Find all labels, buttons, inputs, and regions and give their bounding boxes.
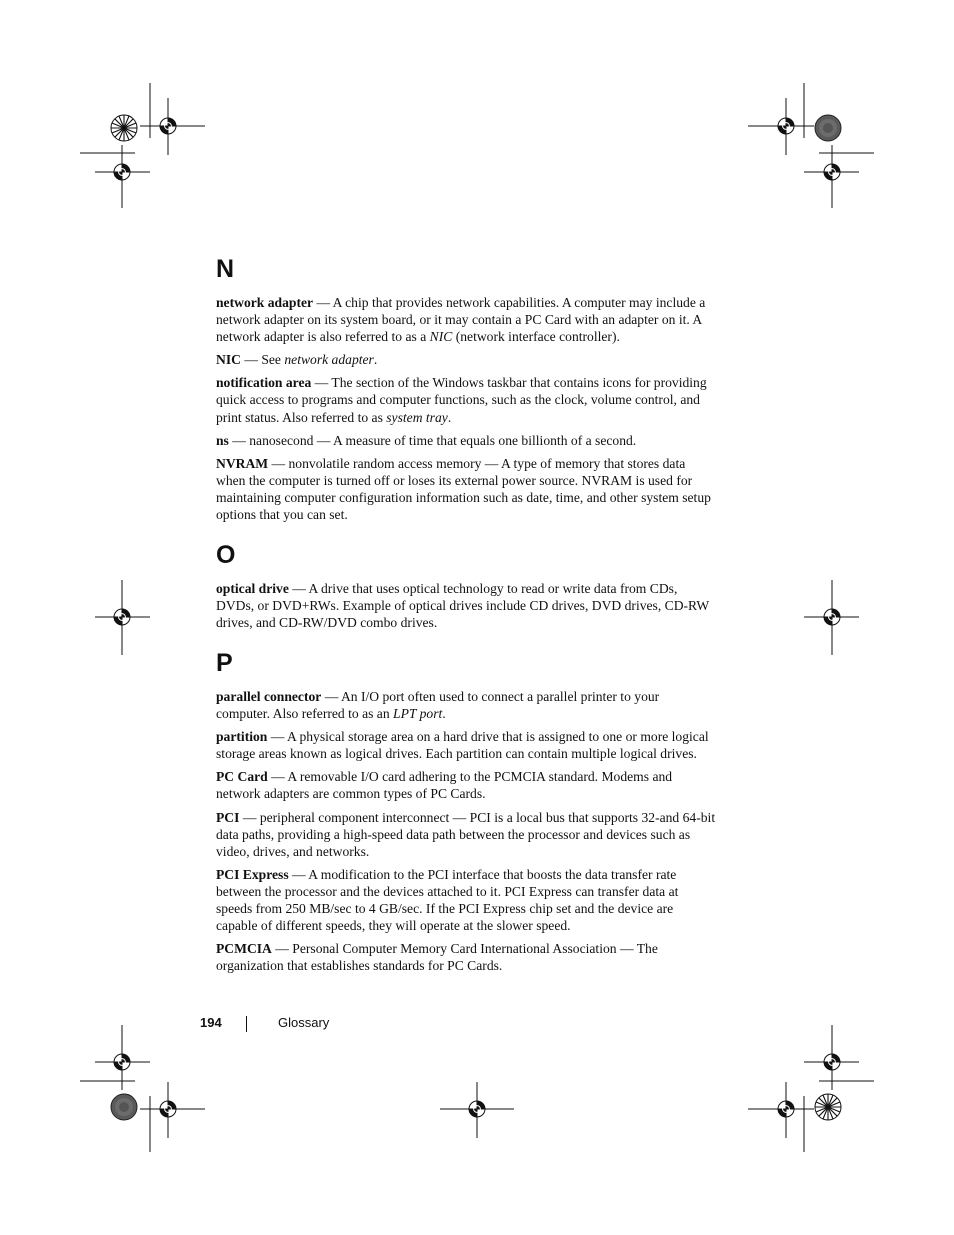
gray-target-icon	[111, 1094, 137, 1120]
star-target-icon	[111, 115, 137, 141]
glossary-definition-text: .	[447, 409, 452, 425]
glossary-term: parallel connector	[216, 689, 322, 704]
glossary-term: network adapter	[216, 295, 314, 310]
glossary-definition-text: — A modification to the PCI interface that boosts the data transfer rate between the processor and the devices attached to it. PCI Express can transfer data at speeds from 250 MB/sec to 4 GB/sec. If the PCI Express chip set and the device are capable of different speeds, they will operate at the slower speed.	[216, 866, 679, 934]
glossary-term: PCI	[216, 809, 240, 825]
glossary-term: partition	[216, 729, 268, 745]
glossary-definition-text: (network interface controller).	[452, 329, 620, 345]
glossary-entry	[216, 866, 716, 934]
glossary-term: PCI Express	[216, 866, 289, 882]
glossary-reference: NIC	[429, 329, 453, 345]
glossary-definition-text: — See	[240, 352, 285, 368]
registration-target-icon	[773, 113, 799, 139]
glossary-entry	[216, 728, 716, 762]
glossary-entry	[216, 455, 716, 523]
glossary-entry	[216, 432, 716, 449]
glossary-definition-text: — A drive that uses optical technology to read or write data from CDs, DVDs, or DVD+RWs. Example of optical drives include CD drives, DVD drives, CD-RW drives, and CD-RW/DVD combo drives.	[216, 581, 709, 631]
glossary-definition-text: .	[442, 706, 446, 722]
glossary-entry	[216, 768, 716, 802]
glossary-reference: system tray	[386, 409, 448, 425]
registration-target-icon	[464, 1096, 490, 1122]
glossary-definition-text: .	[373, 352, 378, 368]
glossary-definition-text: — An I/O port often used to connect a parallel printer to your computer. Also referred to as an	[216, 689, 660, 722]
glossary-entry	[216, 688, 716, 722]
registration-target-icon	[773, 1096, 799, 1122]
glossary-definition-text: — peripheral component interconnect — PCI is a local bus that supports 32-and 64-bit data paths, providing a high-speed data path between the processor and devices such as video, drives, and networks.	[216, 809, 716, 859]
glossary-section-o	[216, 540, 716, 631]
glossary-entry	[216, 940, 716, 974]
glossary-reference: network adapter	[284, 352, 374, 368]
glossary-definition-text: — A chip that provides network capabilities. A computer may include a network adapter on its system board, or it may contain a PC Card with an adapter on it. A network adapter is also referred to as a	[216, 295, 706, 345]
registration-target-icon	[109, 159, 135, 185]
glossary-definition-text: — The section of the Windows taskbar that contains icons for providing quick access to programs and computer functions, such as the clock, volume control, and print status. Also referred to as	[216, 375, 707, 425]
gray-target-icon	[815, 115, 841, 141]
glossary-term: NVRAM	[216, 455, 269, 471]
glossary-term: optical drive	[216, 581, 289, 596]
glossary-entry	[216, 580, 716, 631]
registration-target-icon	[109, 1049, 135, 1075]
registration-target-icon	[155, 1096, 181, 1122]
page-number: 194	[200, 1015, 222, 1030]
footer-divider	[246, 1016, 247, 1032]
registration-target-icon	[109, 604, 135, 630]
glossary-definition-text: — Personal Computer Memory Card International Association — The organization that establishes standards for PC Cards.	[216, 941, 658, 974]
glossary-reference: LPT port	[393, 706, 443, 722]
glossary-term: ns	[216, 432, 229, 448]
glossary-section-p	[216, 648, 716, 974]
glossary-definition-text: — A physical storage area on a hard drive that is assigned to one or more logical storage areas known as logical drives. Each partition can contain multiple logical drives.	[216, 729, 709, 762]
glossary-entry	[216, 294, 716, 345]
star-target-icon	[815, 1094, 841, 1120]
glossary-section-n	[216, 254, 716, 523]
registration-target-icon	[819, 159, 845, 185]
glossary-definition-text: — nonvolatile random access memory — A type of memory that stores data when the computer is turned off or loses its external power source. NVRAM is used for maintaining computer configuration information such as date, time, and other system setup options that you can set.	[216, 455, 711, 523]
glossary-entry	[216, 351, 716, 368]
glossary-term: NIC	[216, 352, 241, 368]
registration-target-icon	[819, 1049, 845, 1075]
glossary-term: PC Card	[216, 769, 268, 785]
glossary-definition-text: — A removable I/O card adhering to the PCMCIA standard. Modems and network adapters are common types of PC Cards.	[216, 769, 673, 802]
registration-target-icon	[819, 604, 845, 630]
footer-section-name: Glossary	[278, 1015, 330, 1030]
glossary-term: notification area	[216, 375, 312, 391]
section-letter: O	[216, 541, 236, 569]
glossary-definition-text: — nanosecond — A measure of time that equals one billionth of a second.	[228, 432, 637, 448]
glossary-entry	[216, 374, 716, 425]
glossary-entry	[216, 809, 716, 860]
section-letter: N	[216, 255, 235, 283]
section-letter: P	[216, 649, 233, 677]
glossary-term: PCMCIA	[216, 941, 272, 957]
registration-target-icon	[155, 113, 181, 139]
